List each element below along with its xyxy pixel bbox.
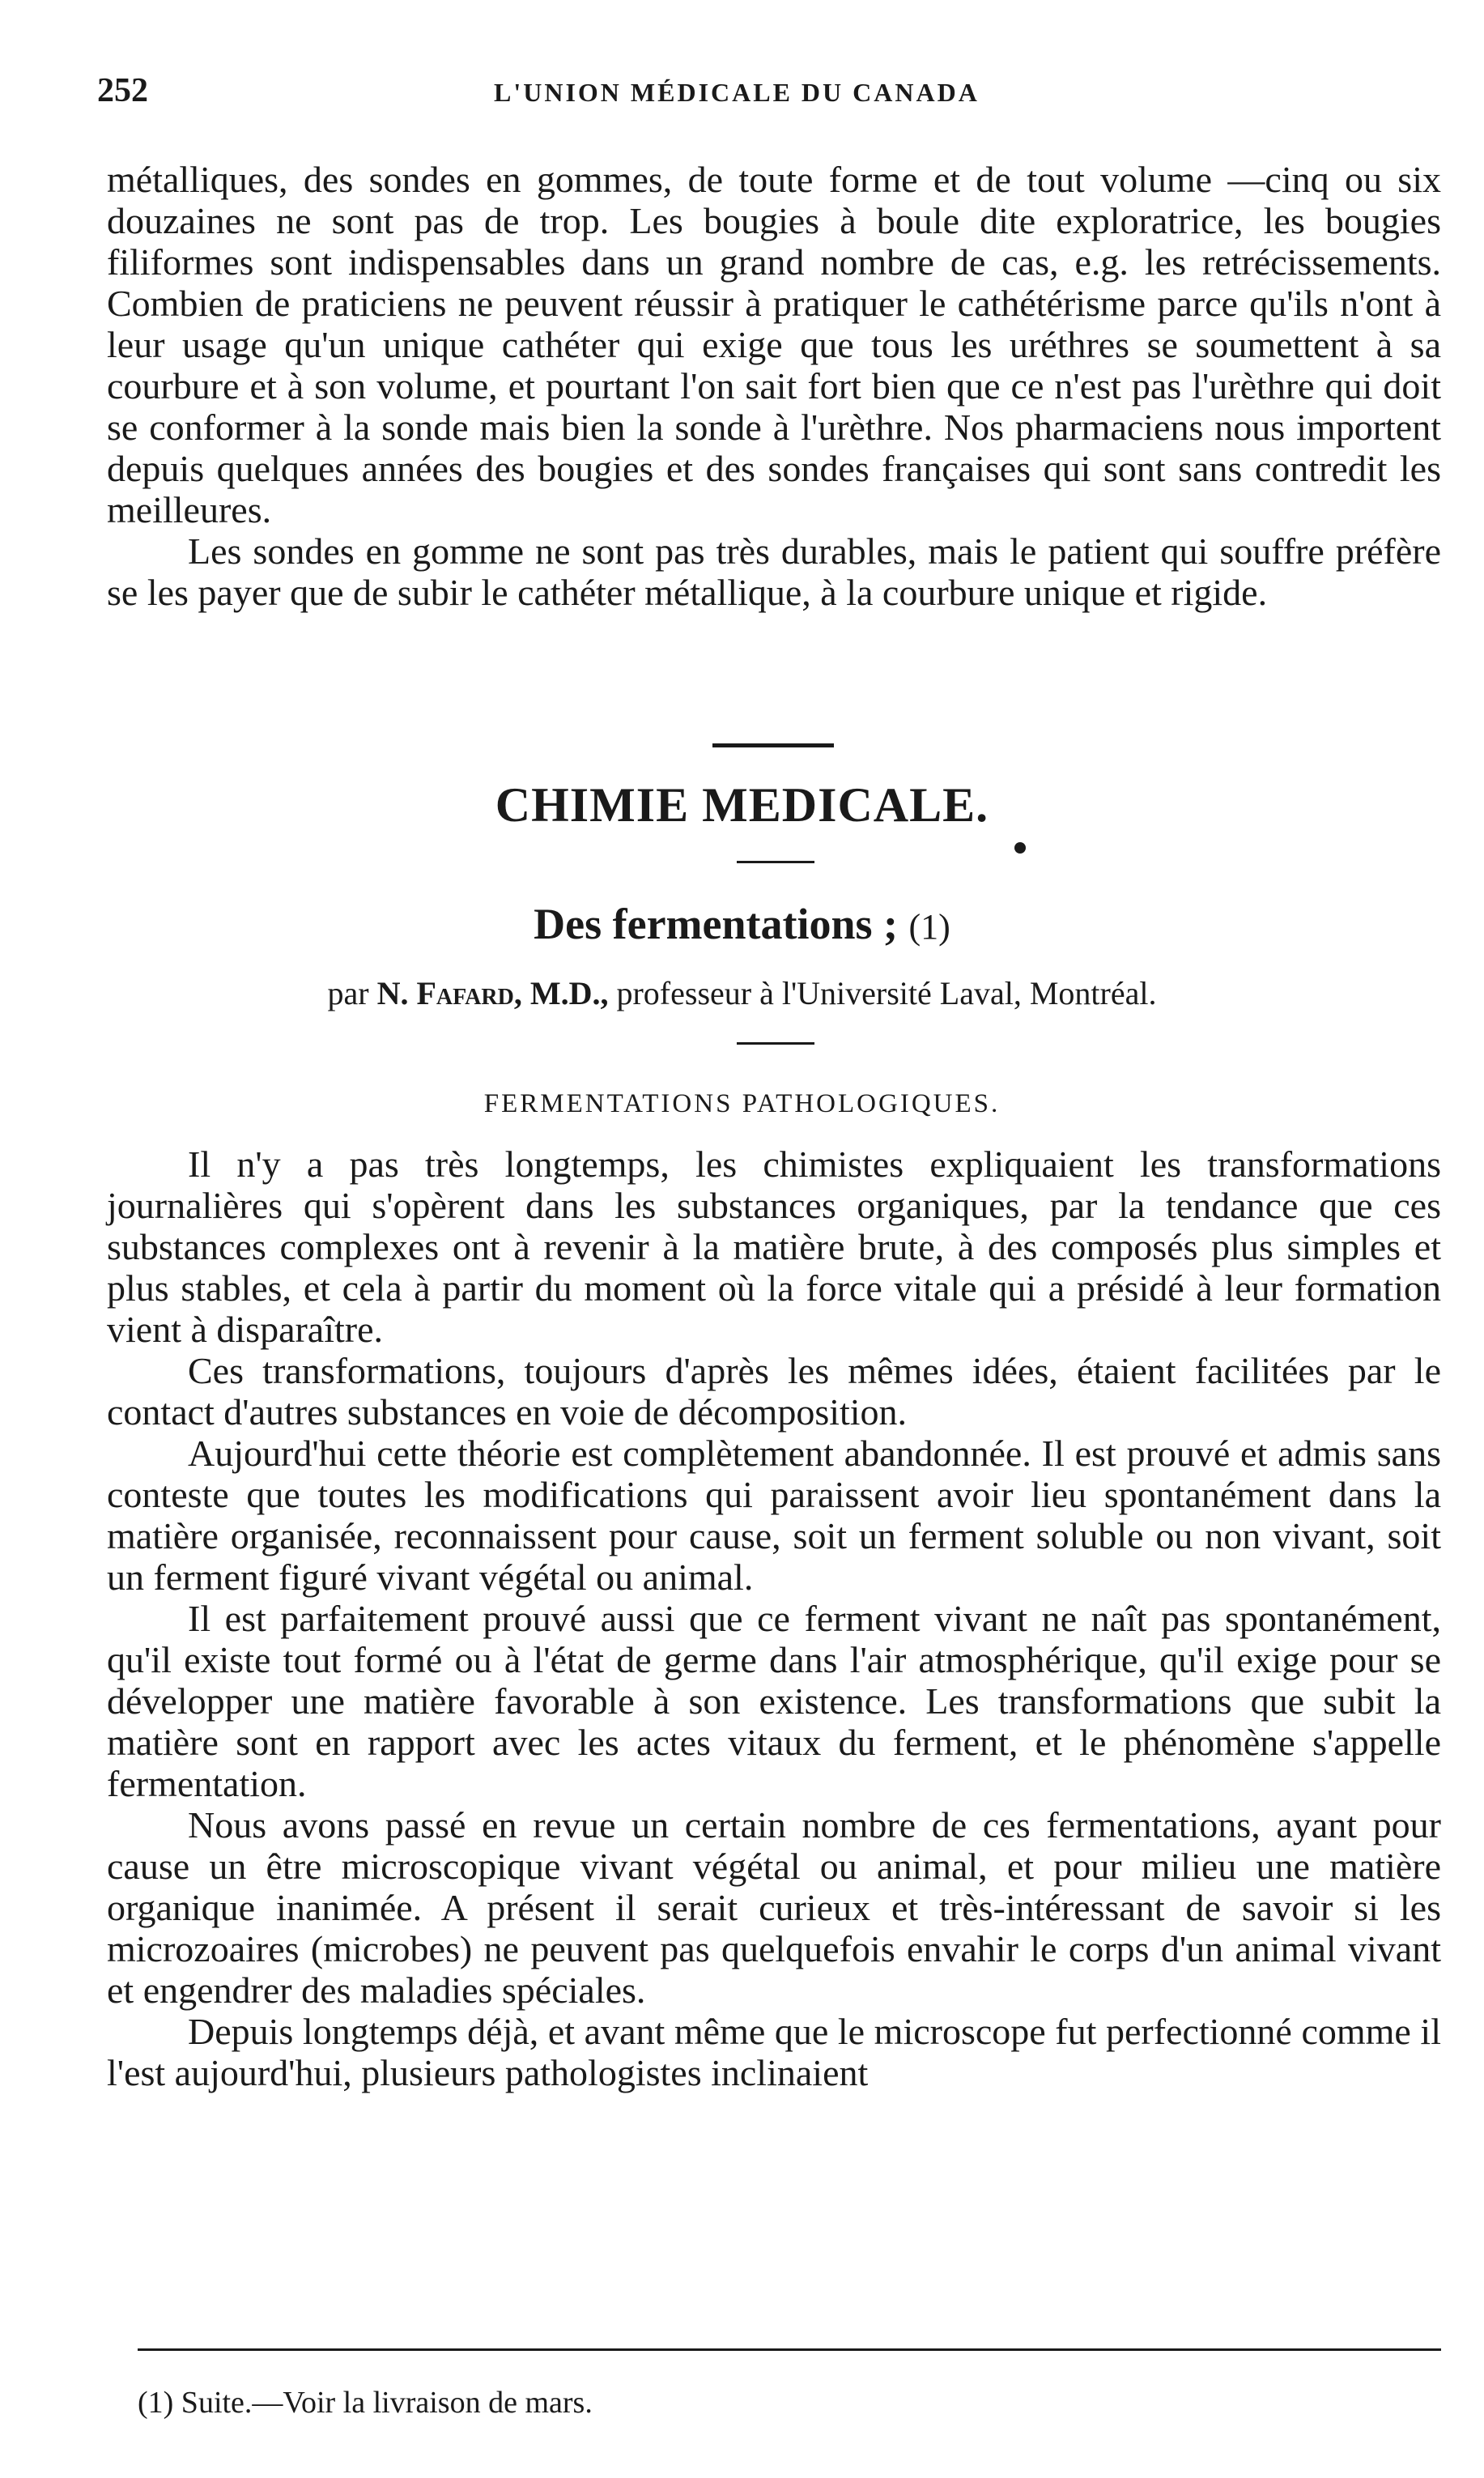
section-divider-rule — [712, 743, 834, 747]
stray-dot — [1014, 842, 1026, 854]
footnote-separator-rule — [138, 2348, 1441, 2351]
article-title-text: Des fermentations ; — [534, 900, 899, 948]
byline — [0, 974, 1484, 1012]
byline-prefix: par — [327, 975, 369, 1011]
page-number: 252 — [97, 72, 148, 109]
byline-affiliation: professeur à l'Université Laval, Montréal. — [616, 975, 1157, 1011]
section-title: CHIMIE MEDICALE. — [495, 778, 989, 832]
body-paragraph: Nous avons passé en revue un certain nombre de ces fermentations, ayant pour cause un être microscopique vivant végétal ou animal, et pour milieu une matière organique inanimée. A présent il serait curieux et très-intéressant de savoir si les microzoaires (microbes) ne peuvent pas quelquefois envahir le corps d'un animal vivant et engendrer des maladies spéciales. — [107, 1804, 1441, 2011]
article-body — [107, 1143, 1441, 2093]
subsection-heading: FERMENTATIONS PATHOLOGIQUES. — [483, 1089, 1001, 1118]
body-paragraph: Ces transformations, toujours d'après les mêmes idées, étaient facilitées par le contact d'autres substances en voie de décomposition. — [107, 1350, 1441, 1433]
body-paragraph: Aujourd'hui cette théorie est complètement abandonnée. Il est prouvé et admis sans conteste que toutes les modifications qui paraissent avoir lieu spontanément dans la matière organisée, reconnaissent pour cause, soit un ferment soluble ou non vivant, soit un ferment figuré vivant végétal ou animal. — [107, 1433, 1441, 1598]
body-paragraph: Il n'y a pas très longtemps, les chimistes expliquaient les transformations journalières qui s'opèrent dans les substances organiques, par la tendance que ces substances complexes ont à revenir à la matière brute, à des composés plus simples et plus stables, et cela à partir du moment où la force vitale qui a présidé à leur formation vient à disparaître. — [107, 1143, 1441, 1350]
intro-paragraph: métalliques, des sondes en gommes, de toute forme et de tout volume —cinq ou six douzaines ne sont pas de trop. Les bougies à boule dite exploratrice, les bougies filiformes sont indispensables dans un grand nombre de cas, e.g. les retrécissements. Combien de praticiens ne peuvent réussir à pratiquer le cathétérisme parce qu'ils n'ont à leur usage qu'un unique cathéter qui exige que tous les uréthres se soumettent à sa courbure et à son volume, et pourtant l'on sait fort bien que ce n'est pas l'urèthre qui doit se conformer à la sonde mais bien la sonde à l'urèthre. Nos pharmaciens nous importent depuis quelques années des bougies et des sondes françaises qui sont sans contredit les meilleures. — [107, 159, 1441, 530]
byline-divider-rule — [737, 1042, 814, 1045]
footnote: (1) Suite.—Voir la livraison de mars. — [138, 2386, 593, 2420]
footnote-reference: (1) — [908, 907, 950, 947]
title-divider-rule — [737, 861, 814, 863]
author-name: N. Fafard, M.D., — [376, 975, 609, 1011]
intro-text-block — [107, 159, 1441, 613]
body-paragraph: Il est parfaitement prouvé aussi que ce ferment vivant ne naît pas spontanément, qu'il existe tout formé ou à l'état de germe dans l'air atmosphérique, qu'il exige pour se développer une matière favorable à son existence. Les transformations que subit la matière sont en rapport avec les actes vitaux du ferment, et le phénomène s'appelle fermentation. — [107, 1598, 1441, 1804]
article-title — [0, 899, 1484, 949]
running-head — [97, 71, 1360, 120]
journal-title: L'UNION MÉDICALE DU CANADA — [494, 78, 980, 107]
body-paragraph: Depuis longtemps déjà, et avant même que le microscope fut perfectionné comme il l'est aujourd'hui, plusieurs pathologistes inclinaient — [107, 2011, 1441, 2093]
intro-paragraph: Les sondes en gomme ne sont pas très durables, mais le patient qui souffre préfère se les payer que de subir le cathéter métallique, à la courbure unique et rigide. — [107, 530, 1441, 613]
